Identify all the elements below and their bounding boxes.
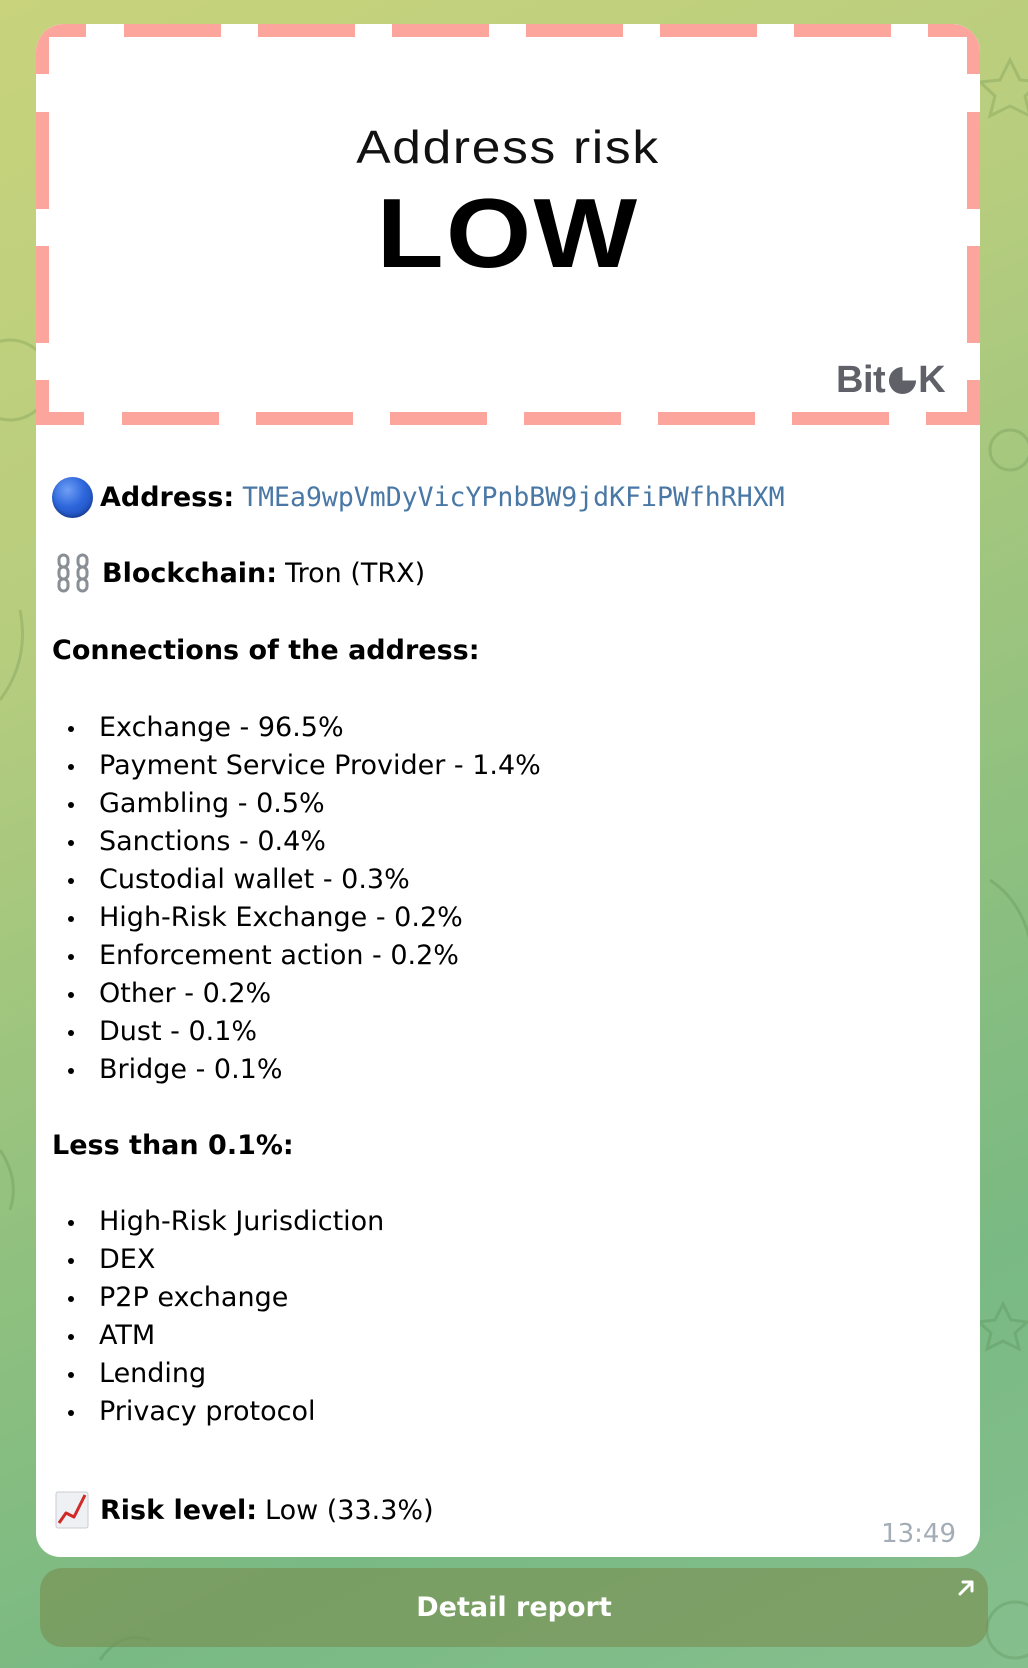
list-item: Other - 0.2% — [36, 975, 541, 1013]
banner-border-dash — [794, 24, 891, 37]
detail-report-label: Detail report — [416, 1592, 612, 1623]
blue-circle-icon — [52, 477, 93, 518]
list-item: Enforcement action - 0.2% — [36, 937, 541, 975]
blockchain-row — [52, 553, 425, 593]
list-item: Exchange - 96.5% — [36, 709, 541, 747]
message-bubble — [36, 24, 980, 1557]
list-item: Lending — [36, 1355, 384, 1393]
banner-border-dash — [967, 24, 980, 74]
banner-border-dash — [967, 380, 980, 425]
risk-banner-image[interactable] — [36, 24, 980, 425]
list-item: DEX — [36, 1241, 384, 1279]
banner-border-dash — [256, 412, 353, 425]
message-timestamp: 13:49 — [881, 1519, 956, 1549]
chains-icon — [56, 553, 92, 593]
list-item: Payment Service Provider - 1.4% — [36, 747, 541, 785]
blockchain-label: Blockchain: — [102, 557, 278, 589]
banner-border-dash — [526, 24, 623, 37]
logo-text-prefix: Bit — [836, 358, 886, 401]
address-value[interactable]: TMEa9wpVmDyVicYPnbBW9jdKFiPWfhRHXM — [242, 482, 785, 513]
blockchain-value: Tron (TRX) — [285, 557, 426, 589]
list-item: Bridge - 0.1% — [36, 1051, 541, 1089]
banner-title: Address risk — [356, 121, 660, 173]
list-item: P2P exchange — [36, 1279, 384, 1317]
banner-border-dash — [524, 412, 621, 425]
banner-border-dash — [258, 24, 355, 37]
risk-level-label: Risk level: — [100, 1494, 258, 1526]
list-item: Privacy protocol — [36, 1393, 384, 1431]
list-item: Custodial wallet - 0.3% — [36, 861, 541, 899]
list-item: High-Risk Jurisdiction — [36, 1203, 384, 1241]
detail-report-button[interactable] — [40, 1568, 988, 1647]
banner-border-dash — [36, 24, 49, 74]
banner-border-dash — [36, 380, 49, 425]
risk-level-headline: LOW — [376, 178, 640, 288]
banner-border-dash — [658, 412, 755, 425]
banner-border-dash — [390, 412, 487, 425]
list-item: Sanctions - 0.4% — [36, 823, 541, 861]
risk-level-value: Low (33.3%) — [265, 1494, 434, 1526]
list-item: ATM — [36, 1317, 384, 1355]
banner-border-dash — [792, 412, 889, 425]
risk-level-row — [52, 1491, 434, 1529]
address-row — [52, 477, 785, 518]
pie-o-icon — [888, 366, 917, 395]
chart-increasing-icon — [55, 1491, 89, 1529]
list-item: High-Risk Exchange - 0.2% — [36, 899, 541, 937]
banner-border-dash — [122, 412, 219, 425]
connections-list — [36, 709, 541, 1089]
bitok-logo — [836, 358, 946, 401]
connections-heading: Connections of the address: — [52, 634, 480, 666]
list-item: Dust - 0.1% — [36, 1013, 541, 1051]
less-than-list — [36, 1203, 384, 1431]
address-label: Address: — [100, 482, 235, 513]
banner-border-dash — [124, 24, 221, 37]
banner-border-dash — [392, 24, 489, 37]
logo-text-suffix: K — [918, 358, 946, 401]
external-arrow-icon — [956, 1578, 976, 1598]
list-item: Gambling - 0.5% — [36, 785, 541, 823]
banner-border-dash — [660, 24, 757, 37]
less-than-heading: Less than 0.1%: — [52, 1129, 294, 1161]
